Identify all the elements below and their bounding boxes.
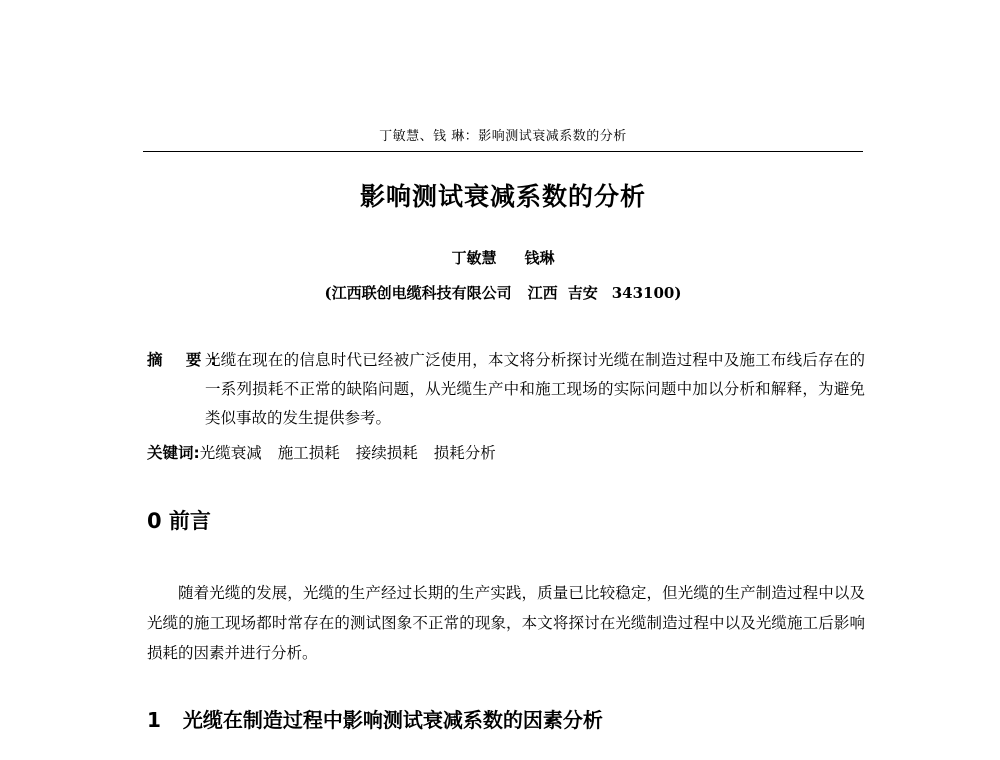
section-number: 1 xyxy=(147,708,161,732)
paper-title: 影响测试衰减系数的分析 xyxy=(359,182,646,211)
keyword-3: 接续损耗 xyxy=(355,444,418,462)
running-header: 丁敏慧、钱 琳：影响测试衰减系数的分析 xyxy=(379,129,627,144)
abstract xyxy=(147,346,867,433)
authors xyxy=(143,248,863,268)
keywords xyxy=(147,441,867,465)
preface-paragraph: 随着光缆的发展，光缆的生产经过长期的生产实践，质量已比较稳定，但光缆的生产制造过程中以及光缆的施工现场都时常存在的测试图象不正常的现象，本文将探讨在光缆制造过程中以及光缆施工后影响损耗的因素并进行分析。 xyxy=(147,584,865,662)
author-2: 钱琳 xyxy=(524,249,555,267)
section-title: 光缆在制造过程中影响测试衰减系数的因素分析 xyxy=(182,708,603,732)
affiliation-province: 江西 xyxy=(527,284,558,302)
header-rule xyxy=(143,151,863,152)
section-heading-preface: 0 前言 xyxy=(147,509,211,533)
affiliation-company: 江西联创电缆科技有限公司 xyxy=(331,284,512,302)
keywords-label: 关键词: xyxy=(147,444,200,462)
affiliation-postcode: 343100 xyxy=(611,284,675,302)
abstract-label: 摘 要: xyxy=(147,351,226,369)
keyword-4: 损耗分析 xyxy=(433,444,496,462)
keyword-1: 光缆衰减 xyxy=(199,444,262,462)
affiliation-open-paren: ( xyxy=(324,284,332,302)
abstract-text: 光缆在现在的信息时代已经被广泛使用，本文将分析探讨光缆在制造过程中及施工布线后存在的一系列损耗不正常的缺陷问题，从光缆生产中和施工现场的实际问题中加以分析和解释，为避免类似事故的发生提供参考。 xyxy=(205,351,865,427)
author-1: 丁敏慧 xyxy=(451,249,497,267)
affiliation-close-paren: ) xyxy=(674,284,682,302)
affiliation xyxy=(143,282,863,304)
section-heading-1 xyxy=(147,705,603,735)
keyword-2: 施工损耗 xyxy=(277,444,340,462)
affiliation-city: 吉安 xyxy=(567,284,598,302)
